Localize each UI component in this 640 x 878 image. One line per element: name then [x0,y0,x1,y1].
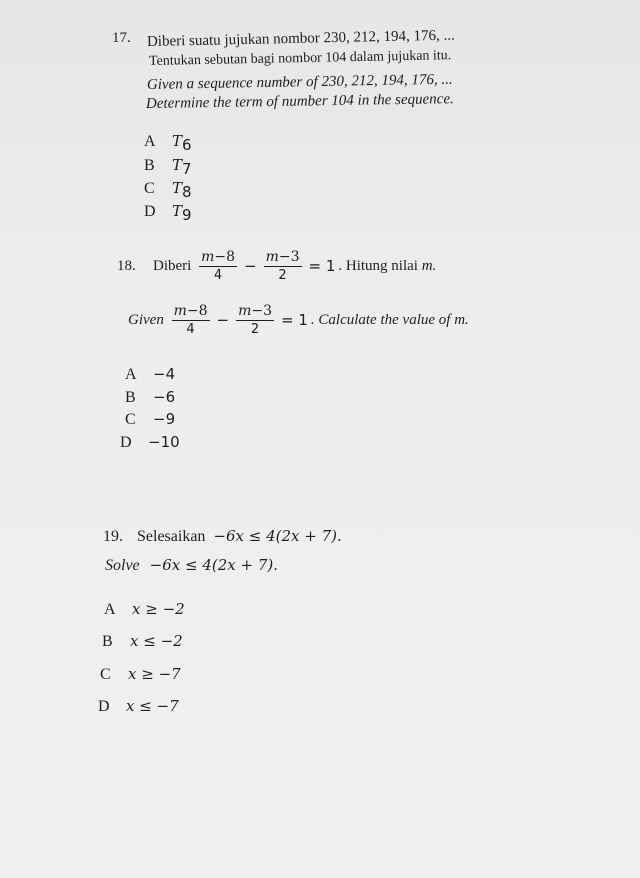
question-19-option-a[interactable]: A x ≥ −2 [104,600,185,618]
question-17-option-b[interactable]: B $T_7$ [144,156,192,178]
fraction-m-minus-3-over-2-en: $\frac{m-3}{2}$ [238,303,272,337]
question-17-english-line-2: Determine the term of number 104 in the sequence. [145,91,454,112]
fraction-m-minus-8-over-4-en: $\frac{m-8}{4}$ [173,303,208,337]
question-18-option-b[interactable]: B −6 [125,388,176,406]
question-18-number: 18. [117,258,136,274]
question-17-malay-line-1: Diberi suatu jujukan nombor 230, 212, 194, 176, ... [146,27,455,50]
question-19-malay-line: Selesaikan −6x ≤ 4(2x + 7). [137,527,342,545]
question-17-english-line-1: Given a sequence number of 230, 212, 194, 176, ... [146,71,453,93]
question-19-option-c[interactable]: C x ≥ −7 [100,665,181,683]
question-18-malay-line: Diberi $\frac{m-8}{4}$ − $\frac{m-3}{2}$ = 1 . Hitung nilai m. [153,249,437,283]
question-18-option-d[interactable]: D −10 [120,433,180,451]
question-17-option-d[interactable]: D $T_9$ [144,202,192,224]
question-19-option-b[interactable]: B x ≤ −2 [102,632,183,650]
question-19-number: 19. [103,528,123,545]
question-19-option-d[interactable]: D x ≤ −7 [98,697,179,715]
question-17-option-a[interactable]: A $T_6$ [144,132,192,154]
question-17-option-c[interactable]: C $T_8$ [144,179,192,201]
question-17-malay-line-2: Tentukan sebutan bagi nombor 104 dalam jujukan itu. [148,48,452,69]
question-19-english-line: Solve −6x ≤ 4(2x + 7). [105,556,278,574]
fraction-m-minus-8-over-4: $\frac{m-8}{4}$ [201,249,235,283]
question-18-option-a[interactable]: A −4 [125,365,176,383]
fraction-m-minus-3-over-2: $\frac{m-3}{2}$ [265,249,300,283]
question-17-number: 17. [112,30,131,46]
question-18-option-c[interactable]: C −9 [125,410,176,428]
question-18-english-line: Given $\frac{m-8}{4}$ − $\frac{m-3}{2}$ = 1 . Calculate the value of m. [128,303,469,337]
